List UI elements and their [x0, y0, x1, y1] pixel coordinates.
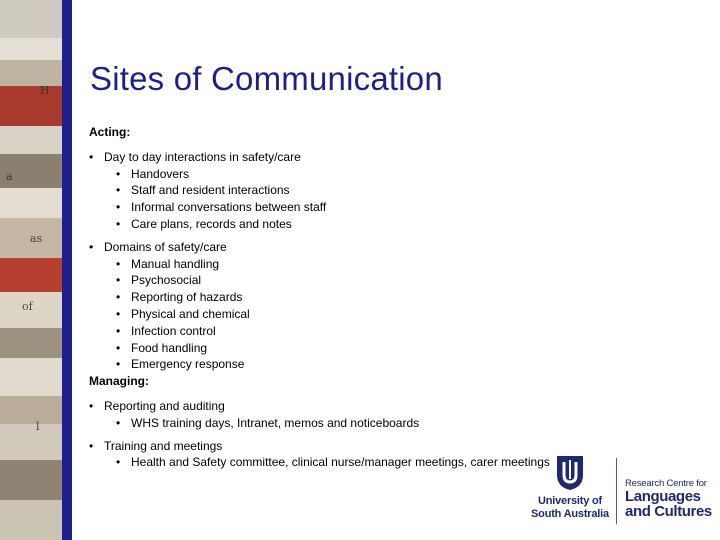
section-label-managing: Managing:	[89, 374, 149, 389]
unisa-shield-icon	[556, 455, 584, 491]
list-item: • Staff and resident interactions	[89, 182, 550, 199]
research-centre-logo: Research Centre for Languages and Cultures	[625, 478, 712, 520]
section-label-acting: Acting:	[89, 125, 131, 139]
logo-divider	[616, 458, 617, 524]
unisa-name: University of South Australia	[531, 495, 609, 520]
slide-title: Sites of Communication	[90, 60, 443, 97]
list-item: • Training and meetings	[89, 438, 550, 455]
list-item: • Emergency response	[89, 356, 550, 373]
list-item: • Day to day interactions in safety/care	[89, 149, 550, 166]
training-list	[89, 438, 550, 472]
list-item: • Reporting of hazards	[89, 289, 550, 306]
managing-list	[89, 398, 550, 432]
list-item: • Handovers	[89, 166, 550, 183]
acting-list	[89, 149, 550, 233]
list-item: • Manual handling	[89, 256, 550, 273]
list-item: • Reporting and auditing	[89, 398, 550, 415]
list-item: • Psychosocial	[89, 272, 550, 289]
domains-list	[89, 239, 550, 373]
list-item: • Food handling	[89, 340, 550, 357]
list-item: • WHS training days, Intranet, memos and noticeboards	[89, 415, 550, 432]
slide-content	[89, 124, 550, 471]
list-item: • Informal conversations between staff	[89, 199, 550, 216]
accent-bar	[62, 0, 72, 540]
list-item: • Infection control	[89, 323, 550, 340]
decorative-collage-strip: H a as of l	[0, 0, 62, 540]
list-item: • Domains of safety/care	[89, 239, 550, 256]
list-item: • Care plans, records and notes	[89, 216, 550, 233]
list-item: • Health and Safety committee, clinical nurse/manager meetings, carer meetings	[89, 454, 550, 471]
list-item: • Physical and chemical	[89, 306, 550, 323]
unisa-logo	[528, 455, 612, 525]
